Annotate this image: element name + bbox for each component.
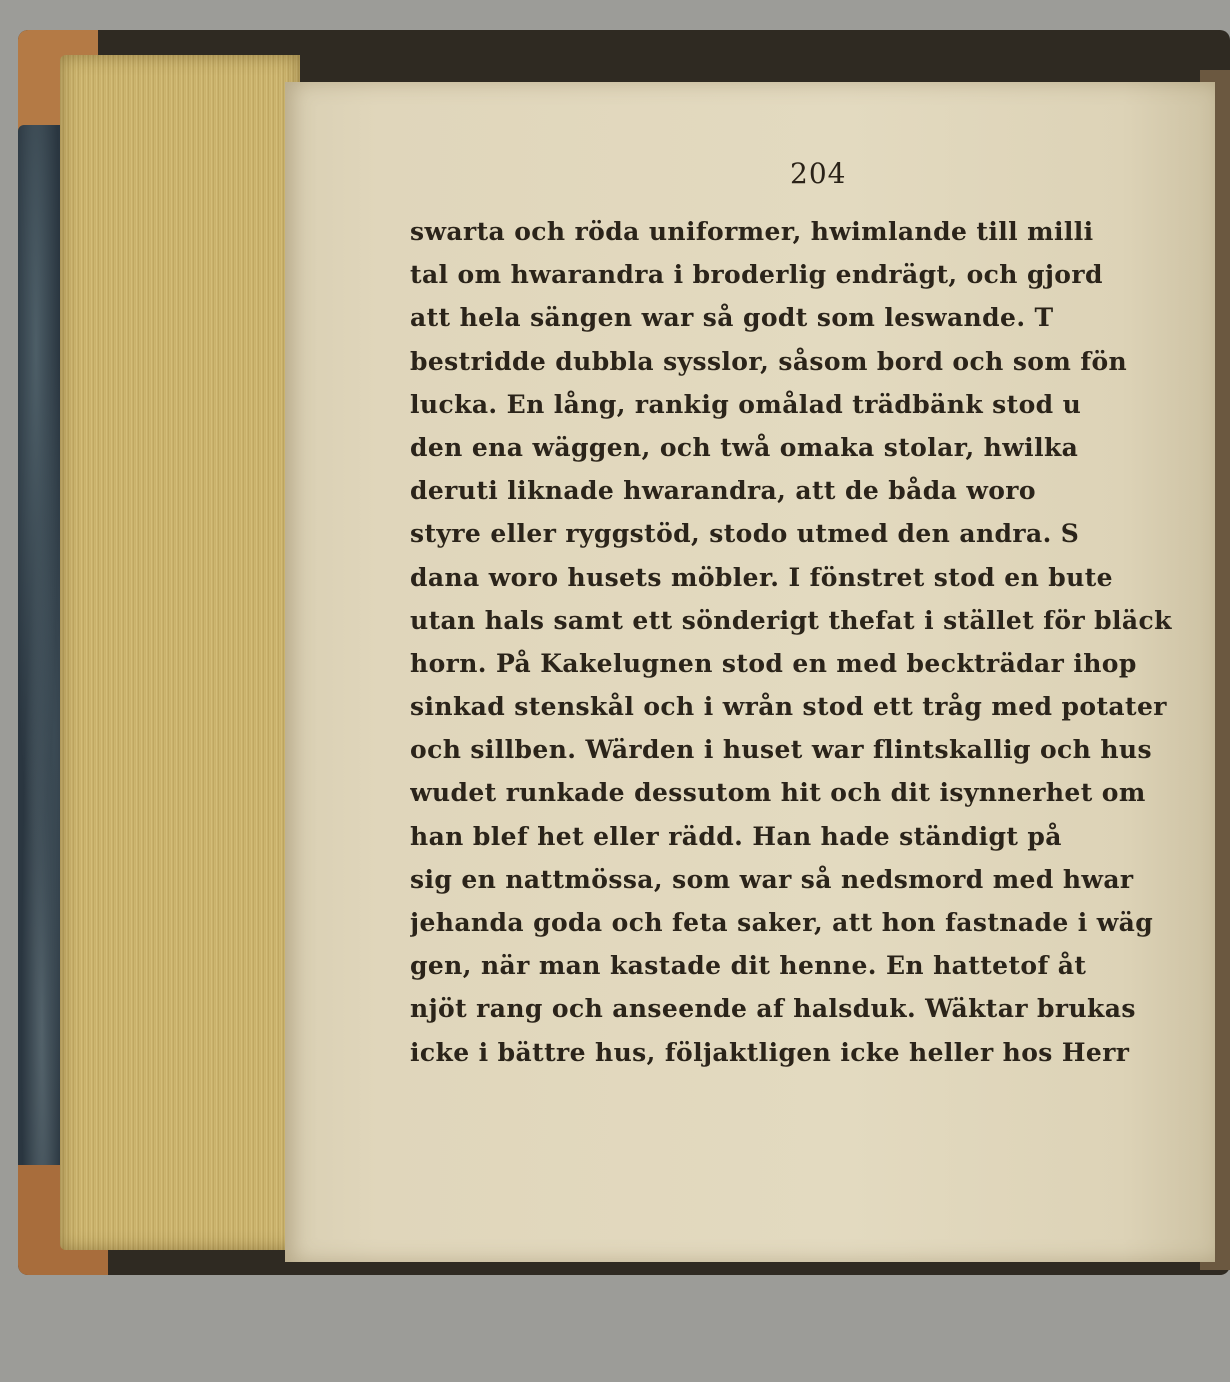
text-line: swarta och röda uniformer, hwimlande till milli	[410, 217, 1094, 246]
text-line: den ena wäggen, och twå omaka stolar, hwilka	[410, 432, 1079, 462]
text-line: sig en nattmössa, som war så nedsmord med hwar	[410, 864, 1134, 894]
text-line: dana woro husets möbler. I fönstret stod en bute	[410, 562, 1113, 592]
text-line: han blef het eller rädd. Han hade ständigt på	[410, 821, 1062, 851]
text-line: wudet runkade dessutom hit och dit isynnerhet om	[410, 778, 1146, 808]
text-line: sinkad stenskål och i wrån stod ett tråg med potater	[410, 692, 1167, 722]
text-line: njöt rang och anseende af halsduk. Wäktar brukas	[410, 994, 1136, 1024]
text-line: icke i bättre hus, följaktligen icke heller hos Herr	[410, 1037, 1130, 1067]
book-page	[285, 82, 1215, 1262]
page-text	[410, 210, 1190, 1074]
text-line: att hela sängen war så godt som leswande. T	[410, 303, 1054, 333]
page-number: 204	[790, 157, 847, 190]
text-line: bestridde dubbla sysslor, såsom bord och som fön	[410, 346, 1128, 376]
text-line: jehanda goda och feta saker, att hon fastnade i wäg	[410, 908, 1154, 937]
text-line: utan hals samt ett sönderigt thefat i stället för bläck	[410, 605, 1172, 635]
text-line: styre eller ryggstöd, stodo utmed den andra. S	[410, 519, 1080, 549]
text-line: deruti liknade hwarandra, att de båda woro	[410, 476, 1036, 506]
text-line: lucka. En lång, rankig omålad trädbänk stod u	[410, 389, 1082, 419]
text-line: horn. På Kakelugnen stod en med beckträdar ihop	[410, 648, 1137, 678]
gilt-page-edges	[60, 55, 300, 1250]
text-line: tal om hwarandra i broderlig endrägt, och gjord	[410, 260, 1103, 290]
text-line: gen, när man kastade dit henne. En hattetof åt	[410, 951, 1087, 981]
text-line: och sillben. Wärden i huset war flintskallig och hus	[410, 735, 1152, 765]
